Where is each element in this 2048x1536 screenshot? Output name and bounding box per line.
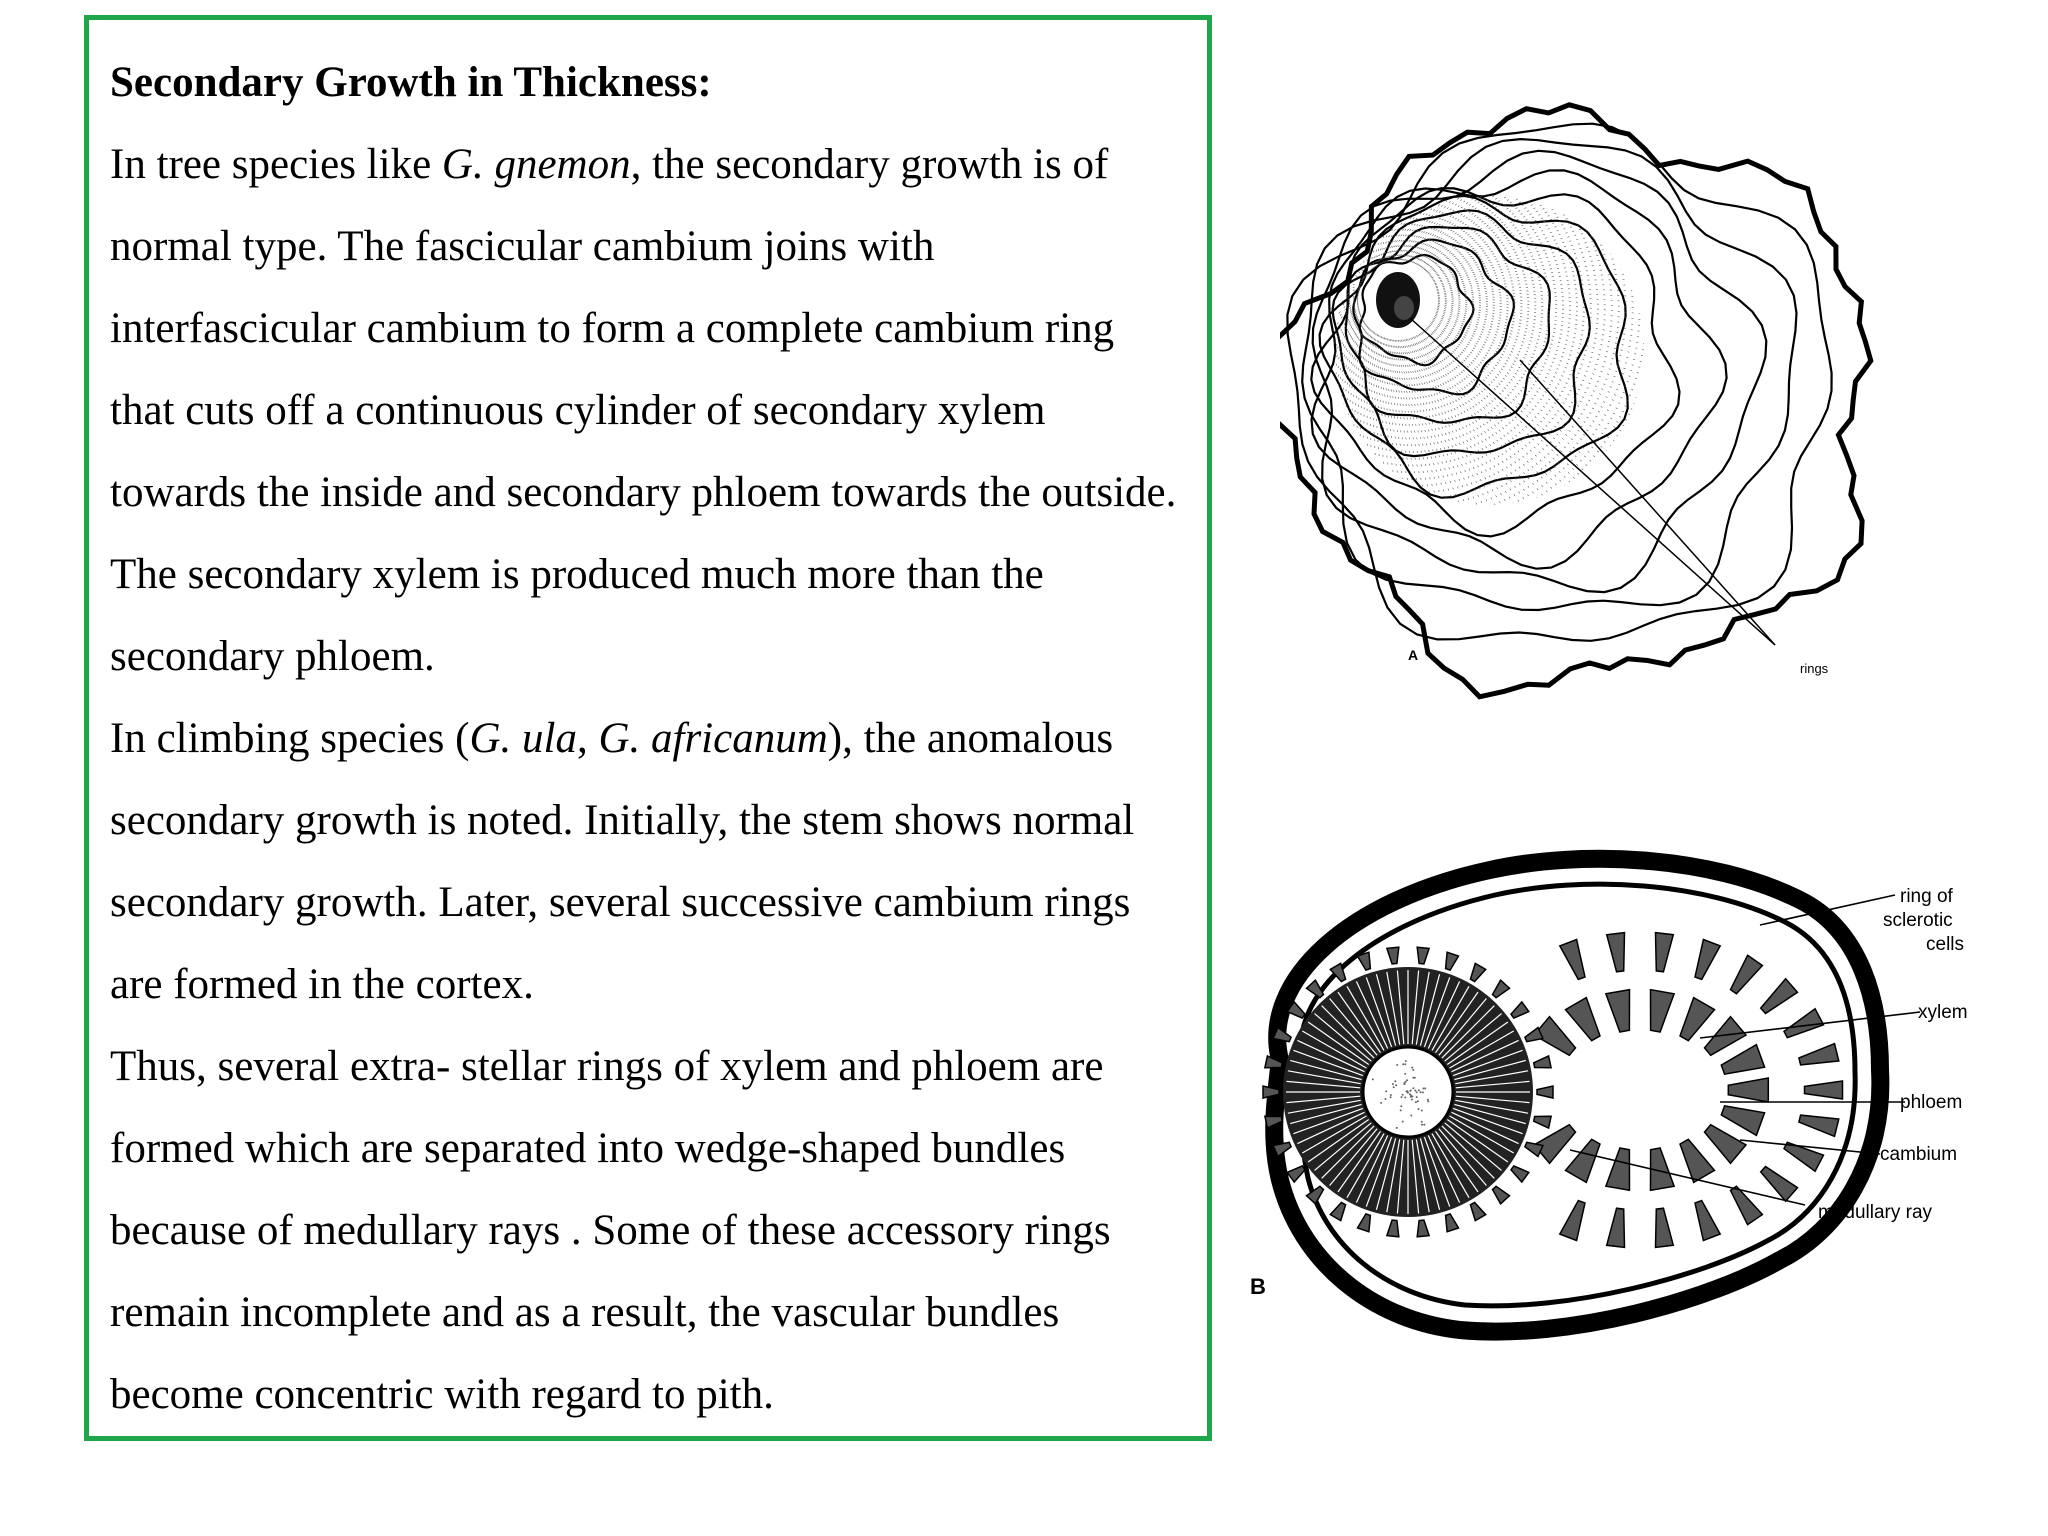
p2-text-a: In climbing species ( [110,715,470,762]
figure-a-letter: A [1408,647,1419,663]
pith-cell [1412,1087,1414,1089]
pith-cell [1404,1063,1406,1065]
pith-cell [1418,1089,1420,1091]
paragraph-extra-stellar: Thus, several extra- stellar rings of xylem and phloem are formed which are separated into wedge-shaped bundles because of medullary rays . Some of these accessory rings remain incomplete and as a result, the vascular bundles become concentric with regard to pith. [110,1043,1111,1418]
pith-cell [1404,1097,1406,1099]
pith-cell [1393,1086,1395,1088]
pith-cell [1423,1124,1425,1126]
growth-rings [1280,105,1871,697]
pith-cell [1390,1096,1392,1098]
pith-cell [1405,1060,1407,1062]
pith-cell [1380,1102,1382,1104]
pith-cell [1385,1090,1387,1092]
pith-cell [1385,1098,1387,1100]
pith-cell [1390,1094,1392,1096]
pith-cell [1416,1091,1418,1093]
pith-cell [1400,1105,1402,1107]
pith-cell [1404,1073,1406,1075]
label-ring-of: ring of [1900,886,1953,907]
pith-cell [1414,1090,1416,1092]
p2-separator: , [576,715,599,762]
pith-cell [1403,1082,1405,1084]
p1-text-b: , the secondary growth is of normal type. The fascicular cambium joins with interfascicular cambium to form a complete cambium ring that cuts off a continuous cylinder of secondary xylem towards the inside and secondary phloem towards the outside. The secondary xylem is produced much more than the secondary phloem. [110,141,1177,680]
pith-cell [1410,1090,1412,1092]
pith-cell [1400,1109,1402,1111]
pith-cell [1411,1099,1413,1101]
pith-cell [1415,1101,1417,1103]
label-sclerotic: sclerotic [1883,910,1953,931]
label-rings: rings [1800,661,1829,676]
pith-cell [1422,1088,1424,1090]
pith-cell [1392,1083,1394,1085]
label-cambium: cambium [1880,1144,1958,1165]
pith-center [1394,296,1414,320]
pith-cell [1411,1067,1413,1069]
pith-cell [1406,1079,1408,1081]
figure-b-letter: B [1250,1274,1266,1299]
text-panel [84,15,1212,1441]
species-g-africanum: G. africanum [598,715,828,762]
figure-a-stem-cross-section [1280,90,1900,715]
pith-cell [1401,1096,1403,1098]
pith-cell [1396,1064,1398,1066]
label-cells: cells [1926,934,1965,955]
figure-b-anomalous-stem [1240,840,2000,1360]
pith-cell [1421,1121,1423,1123]
paragraph-tree-species [110,124,1187,698]
pith-cell [1412,1069,1414,1071]
p2-text-b: ), the anomalous secondary growth is noted. Initially, the stem shows normal secondary growth. Later, several successive cambium rings are formed in the cortex. [110,715,1135,1008]
pith-cell [1421,1110,1423,1112]
pith-cell [1421,1124,1423,1126]
pith-cell [1424,1087,1426,1089]
pith-cell [1410,1115,1412,1117]
species-g-gnemon: G. gnemon [441,141,631,188]
label-medullary-ray: medullary ray [1818,1202,1933,1223]
pith-cell [1396,1127,1398,1129]
pith-cell [1402,1121,1404,1123]
pith-cell [1402,1063,1404,1065]
pith-cell [1372,1078,1374,1080]
pith-cell [1394,1080,1396,1082]
paragraph-climbing-species [110,698,1187,1026]
pith-cell [1407,1092,1409,1094]
section-heading: Secondary Growth in Thickness: [110,59,712,106]
species-g-ula: G. ula [469,715,577,762]
label-xylem: xylem [1918,1002,1968,1023]
pith-cell [1417,1100,1419,1102]
label-phloem: phloem [1900,1092,1963,1113]
p1-text-a: In tree species like [110,141,442,188]
pith-cell [1414,1077,1416,1079]
pith-cell [1410,1095,1412,1097]
pith-cell [1402,1094,1404,1096]
pith-cell [1422,1091,1424,1093]
pith-cell [1395,1084,1397,1086]
pith-cell [1416,1096,1418,1098]
pith-cell [1418,1108,1420,1110]
pith-cell [1420,1091,1422,1093]
pith-cell [1427,1099,1429,1101]
